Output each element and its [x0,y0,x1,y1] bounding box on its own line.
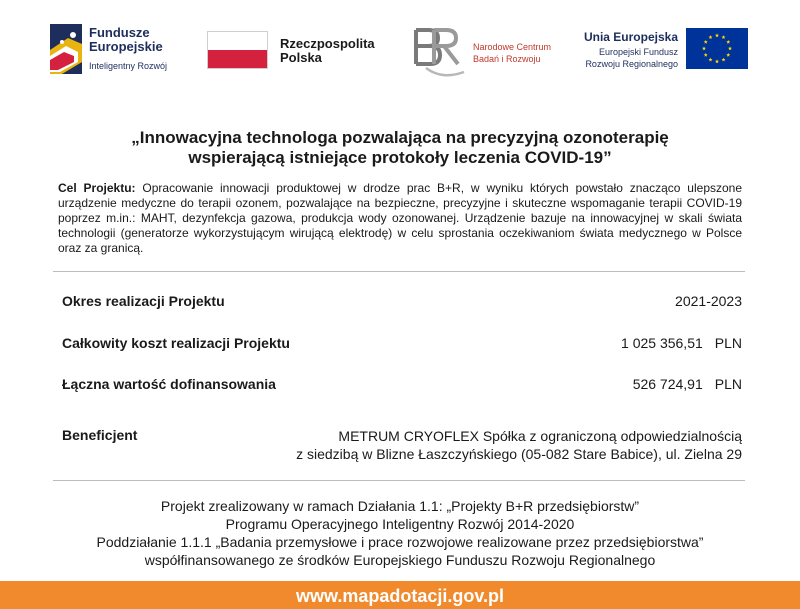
funding-amount [633,376,742,392]
project-title [60,128,740,168]
eu-star-icon [704,53,708,57]
program-line4: współfinansowanego ze środków Europejskiego Funduszu Rozwoju Regionalnego [144,552,656,568]
eu-star-icon [702,46,706,50]
cost-label: Całkowity koszt realizacji Projektu [62,335,290,351]
eu-star-icon [722,58,726,62]
eu-star-icon [709,35,713,39]
program-info [40,497,760,569]
eu-star-icon [726,40,730,44]
fundusze-line3: Inteligentny Rozwój [89,61,168,71]
program-line2: Programu Operacyjnego Inteligentny Rozwój 2014-2020 [225,516,575,532]
rzeczpospolita-line2: Polska [280,50,322,65]
project-goal [58,181,742,256]
funding-value: 526 724,91 [632,376,703,392]
fundusze-europejskie-logo [48,22,198,78]
fundusze-europejskie-emblem-icon [48,22,84,76]
beneficiary-label: Beneficjent [62,427,138,443]
eu-star-icon [704,40,708,44]
project-title-line1: „Innowacyjna technologa pozwalająca na precyzyjną ozonoterapię [131,128,669,147]
project-title-line2: wspierającą istniejące protokoły leczenia COVID-19” [188,148,612,167]
unia-europejska-logo [572,28,748,72]
funding-label: Łączna wartość dofinansowania [62,376,276,392]
eu-stars-icon [686,28,748,69]
logo-strip [0,0,800,92]
period-value: 2021-2023 [675,293,742,309]
program-line1: Projekt zrealizowany w ramach Działania 1.1: „Projekty B+R przedsiębiorstw” [160,498,640,514]
website-link[interactable]: www.mapadotacji.gov.pl [295,586,505,606]
ue-line1: Unia Europejska [583,30,678,44]
project-goal-label: Cel Projektu: [58,181,136,195]
eu-star-icon [715,33,719,37]
eu-star-icon [715,59,719,63]
beneficiary-value [296,427,742,463]
ue-line2: Europejski Fundusz [598,47,678,57]
ue-line3: Rozwoju Regionalnego [585,59,678,69]
eu-star-icon [722,35,726,39]
funding-currency: PLN [714,376,742,392]
period-label: Okres realizacji Projektu [62,293,225,309]
eu-star-icon [709,58,713,62]
cost-value: 1 025 356,51 [621,335,703,351]
footer-bar [0,581,800,609]
ncbr-line2: Badań i Rozwoju [473,54,541,64]
ncbr-logo [412,24,562,80]
divider-bottom [53,480,745,481]
fundusze-line1: Fundusze [89,25,150,40]
beneficiary-line2: z siedzibą w Blizne Łaszczyńskiego (05-082 Stare Babice), ul. Zielna 29 [296,446,742,462]
polish-flag-icon [207,31,268,69]
fundusze-line2: Europejskie [89,39,163,54]
eu-flag-icon [686,28,748,69]
divider-top [53,271,745,272]
cost-currency: PLN [714,335,742,351]
beneficiary-line1: METRUM CRYOFLEX Spółka z ograniczoną odpowiedzialnością [338,428,742,444]
rzeczpospolita-line1: Rzeczpospolita [280,36,375,51]
ncbr-line1: Narodowe Centrum [473,42,552,52]
eu-star-icon [728,46,732,50]
project-goal-text: Opracowanie innowacji produktowej w drodze prac B+R, w wyniku których powstało znacząco ulepszone urządzenie medyczne do terapii ozonem, pozwalające na bezpieczne, precyzyjne i skuteczne wspomaganie terapii COVID-19 poprzez m.in.: MAHT, dezynfekcja gazowa, produkcja wody ozonowanej. Urządzenie bazuje na innowacyjnej w skali świata technologii (generatorze wykorzystującym wirującą elektrodę) w celu sprostania oczekiwaniom świata medycznego w Polsce oraz za granicą. [58,181,743,255]
cost-amount [621,335,742,351]
rzeczpospolita-polska-logo [207,31,387,71]
eu-star-icon [726,53,730,57]
program-line3: Poddziałanie 1.1.1 „Badania przemysłowe i prace rozwojowe realizowane przez przedsiębiorstwa” [96,534,704,550]
ncbr-br-mark-icon [412,24,470,80]
